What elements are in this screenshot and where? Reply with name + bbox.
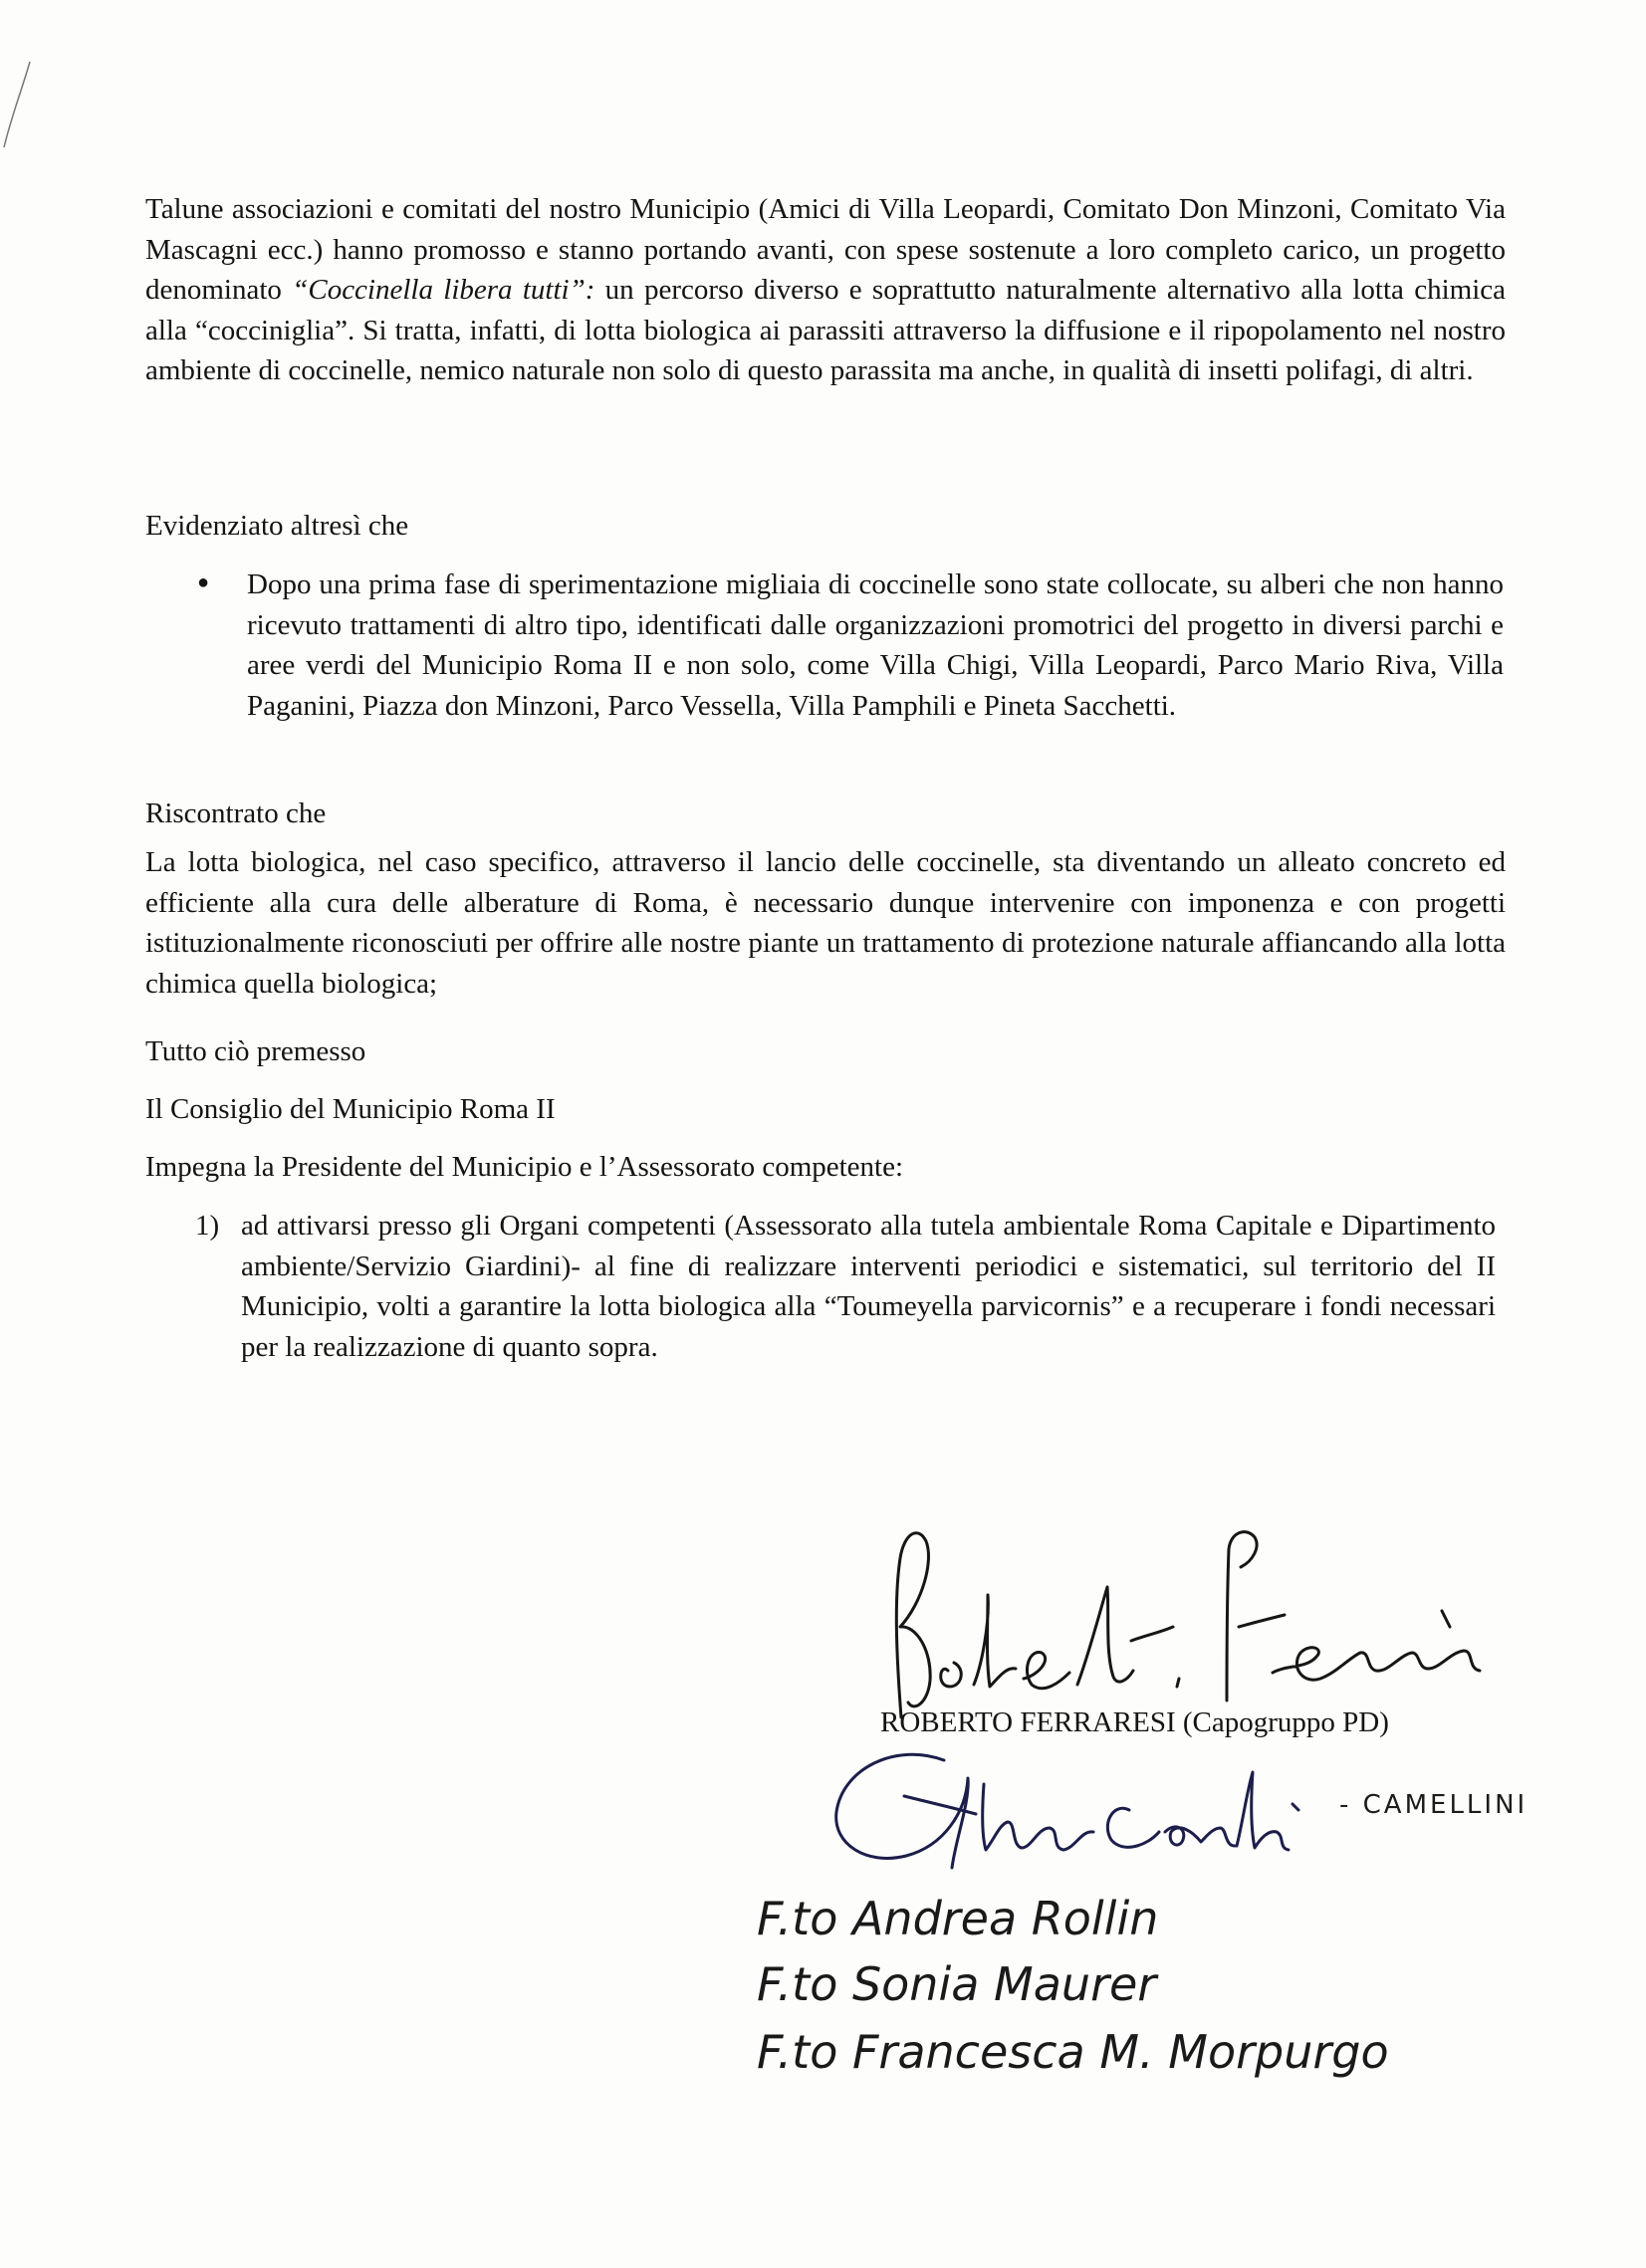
handwritten-line-3: F.to Francesca M. Morpurgo — [757, 2025, 1389, 2079]
handwritten-line-1: F.to Andrea Rollin — [757, 1892, 1159, 1945]
heading-riscontrato: Riscontrato che — [145, 797, 327, 829]
scan-edge-mark — [0, 60, 40, 149]
riscontrato-paragraph: La lotta biologica, nel caso specifico, attraverso il lancio delle coccinelle, sta diventando un alleato concreto ed efficiente alla cura delle alberature di Roma, è necessario dunque intervenire con imponenza e con progetti istituzionalmente riconosciuti per offrire alle nostre piante un trattamento di protezione naturale affiancando alla lotta chimica quella biologica; — [145, 846, 1506, 1000]
intro-text-2: un percorso diverso e soprattutto naturalmente alternativo alla lotta chimica alla “cocciniglia”. Si tratta, infatti, di lotta biologica ai parassiti attraverso la diffusione e il ripopolamento nel nostro ambiente di coccinelle, nemico naturale non solo di questo parassita ma anche, in qualità di insetti polifagi, di altri. — [145, 274, 1506, 386]
handwritten-line-2: F.to Sonia Maurer — [757, 1957, 1157, 2011]
handwritten-note: - CAMELLINI — [1339, 1790, 1528, 1820]
intro-paragraph — [145, 189, 1506, 391]
consiglio-line: Il Consiglio del Municipio Roma II — [145, 1093, 556, 1125]
bullet-marker: ● — [197, 571, 210, 593]
signature-camellini — [826, 1732, 1374, 1882]
heading-evidenziato: Evidenziato altresì che — [145, 510, 409, 542]
intro-text-1: Talune associazioni e comitati del nostro Municipio (Amici di Villa Leopardi, Comitato Don Minzoni, Comitato Via Mascagni ecc.) hanno promosso e stanno portando avanti, con spese sostenute a loro completo carico, un progetto denominato — [145, 193, 1506, 306]
premesso-line: Tutto ciò premesso — [145, 1035, 366, 1067]
item-text: ad attivarsi presso gli Organi competenti (Assessorato alla tutela ambientale Roma Capitale e Dipartimento ambiente/Servizio Giardini)- al fine di realizzare interventi periodici e sistematici, sul territorio del II Municipio, volti a garantire la lotta biologica alla “Toumeyella parvicornis” e a recuperare i fondi necessari per la realizzazione di quanto sopra. — [241, 1210, 1496, 1363]
signatory-name: ROBERTO FERRARESI (Capogruppo PD) — [880, 1706, 1389, 1738]
bullet-text: Dopo una prima fase di sperimentazione migliaia di coccinelle sono state collocate, su alberi che non hanno ricevuto trattamenti di altro tipo, identificati dalle organizzazioni promotrici del progetto in diversi parchi e aree verdi del Municipio Roma II e non solo, come Villa Chigi, Villa Leopardi, Parco Mario Riva, Villa Paganini, Piazza don Minzoni, Parco Vessella, Villa Pamphili e Pineta Sacchetti. — [247, 568, 1504, 722]
signature-ferraresi — [856, 1503, 1514, 1727]
item-number: 1) — [195, 1210, 220, 1242]
impegna-line: Impegna la Presidente del Municipio e l’Assessorato competente: — [145, 1151, 904, 1183]
project-name: “Coccinella libera tutti”: — [292, 274, 595, 306]
